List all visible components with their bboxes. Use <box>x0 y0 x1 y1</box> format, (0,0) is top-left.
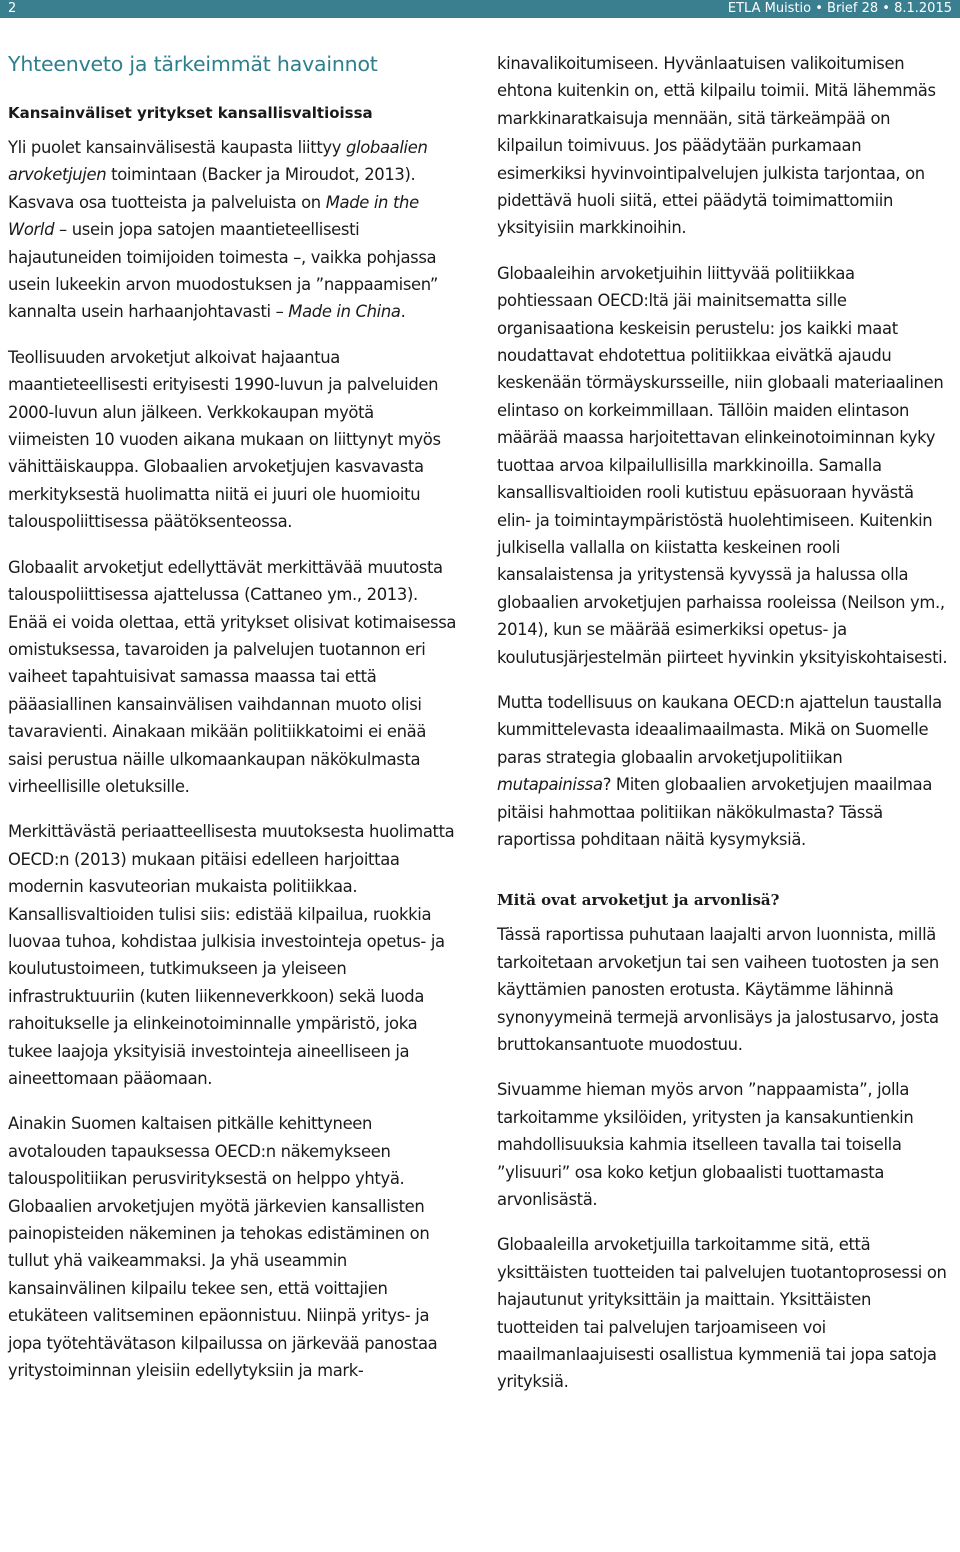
paragraph-11: Globaaleilla arvoketjuilla tarkoitamme sitä, että yksittäisten tuotteiden tai palvelujen tuotantoprosessi on hajautunut yrityksittäin ja maittain. Yksittäisten tuotteiden tai palvelujen tarjoamiseen voi maailmanlaajuisesti osallistua kymmeniä tai jopa satoja yrityksiä. <box>497 1235 947 1392</box>
left-column <box>8 50 460 1402</box>
paragraph-7: Globaaleihin arvoketjuihin liittyvää politiikkaa pohtiessaan OECD:ltä jäi mainitsematta sille organisaationa keskeisin perustelu: jos kaikki maat noudattavat ehdotettua politiikkaa eivätkä ajaudu keskenään törmäyskursseille, niin globaali materiaalinen elintaso on korkeimmillaan. Tällöin maiden elintason määrää maassa harjoitettavan elinkeinotoiminnan kyky tuottaa arvoa kilpailullisilla markkinoilla. Samalla kansallisvaltioiden rooli kutistuu epäsuoraan hyvästä elin- ja toimintaympäristöstä huolehtimiseen. Kuitenkin julkisella vallalla on kiistatta keskeinen rooli kansalaistensa ja yritystensä kyvyssä ja halussa olla globaalien arvoketjujen parhaissa rooleissa (Neilson ym., 2014), kun se määrää esimerkiksi opetus- ja koulutusjärjestelmän piirteet hyvinkin yksityiskohtaisesti. <box>497 263 948 667</box>
paragraph-5: Ainakin Suomen kaltaisen pitkälle kehittyneen avotalouden tapauksessa OECD:n näkemykseen talouspolitiikan perusvirityksestä on helppo yhtyä. Globaalien arvoketjujen myötä järkevien kansallisten painopisteiden näkeminen ja tehokas edistäminen on tullut yhä vaikeammaksi. Ja yhä useammin kansainvälinen kilpailu tekee sen, että voittajien etukäteen valitseminen epäonnistuu. Niinpä yritys- ja jopa työtehtävätason kilpailussa on järkevää panostaa yritystoiminnan yleisiin edellytyksiin ja mark- <box>8 1114 438 1381</box>
paragraph-2: Teollisuuden arvoketjut alkoivat hajaantua maantieteellisesti erityisesti 1990-luvun ja palveluiden 2000-luvun alun jälkeen. Verkkokaupan myötä viimeisten 10 vuoden aikana mukaan on liittynyt myös vähittäiskauppa. Globaalien arvoketjujen kasvavasta merkityksestä huolimatta niitä ei juuri ole huomioitu talouspoliittisessa päätöksenteossa. <box>8 347 441 532</box>
section-title: Yhteenveto ja tärkeimmät havainnot <box>8 52 378 76</box>
publication-info: ETLA Muistio • Brief 28 • 8.1.2015 <box>727 1 952 16</box>
paragraph-9: Tässä raportissa puhutaan laajalti arvon luonnista, millä tarkoitetaan arvoketjun tai sen vaiheen tuotosten ja sen käyttämien panosten erotusta. Käytämme lähinnä synonyymeinä termejä arvonlisäys ja jalostusarvo, josta bruttokansantuote muodostuu. <box>497 925 939 1054</box>
page-header <box>0 0 960 18</box>
paragraph-4: Merkittävästä periaatteellisesta muutoksesta huolimatta OECD:n (2013) mukaan pitäisi edelleen harjoittaa modernin kasvuteorian mukaista politiikkaa. Kansallisvaltioiden tulisi siis: edistää kilpailua, ruokkia luovaa tuhoa, kohdistaa julkisia investointeja opetus- ja koulutustoimeen, tutkimukseen ja yleiseen infrastruktuuriin (kuten liikenneverkkoon) sekä luoda rahoitukselle ja elinkeinotoiminnalle ympäristö, joka tukee laajoja yksityisiä investointeja aineelliseen ja aineettomaan pääomaan. <box>8 822 455 1088</box>
paragraph-1: Yli puolet kansainvälisestä kaupasta liittyy globaalien arvoketjujen toimintaan (Backer ja Miroudot, 2013). Kasvava osa tuotteista ja palveluista on Made in the World – usein jopa satojen maantieteellisesti hajautuneiden toimijoiden toimesta –, vaikka pohjassa usein lukeekin arvon muodostuksen ja ”nappaamisen” kannalta usein harhaanjohtavasti – Made in China. <box>8 138 439 322</box>
paragraph-8: Mutta todellisuus on kaukana OECD:n ajattelun taustalla kummittelevasta ideaalimaailmasta. Mikä on Suomelle paras strategia globaalin arvoketjupolitiikan mutapainissa? Miten globaalien arvoketjujen maailmaa pitäisi hahmottaa politiikan näkökulmasta? Tässä raportissa pohditaan näitä kysymyksiä. <box>497 692 942 849</box>
page-number: 2 <box>8 1 17 16</box>
paragraph-3: Globaalit arvoketjut edellyttävät merkittävää muutosta talouspoliittisessa ajattelussa (Cattaneo ym., 2013). Enää ei voida olettaa, että yritykset olisivat kotimaisessa omistuksessa, tavaroiden ja palvelujen tuotannon eri vaiheet tapahtuisivat samassa maassa tai että pääasiallinen kansainvälisen vaihdannan muoto olisi tavaravienti. Ainakaan mikään politiikkatoimi ei enää saisi perustua näille ulkomaankaupan näkökulmasta virheellisille oletuksille. <box>8 557 457 796</box>
paragraph-10: Sivuamme hieman myös arvon ”nappaamista”, jolla tarkoitamme yksilöiden, yritysten ja kansakuntienkin mahdollisuuksia kahmia itselleen tavalla tai toisella ”ylisuuri” osa koko ketjun globaalisti tuottamasta arvonlisästä. <box>497 1080 914 1210</box>
right-column <box>497 50 952 1414</box>
subsection-title: Kansainväliset yritykset kansallisvaltioissa <box>8 104 373 122</box>
question-heading: Mitä ovat arvoketjut ja arvonlisä? <box>497 891 780 910</box>
paragraph-6: kinavalikoitumiseen. Hyvänlaatuisen valikoitumisen ehtona kuitenkin on, että kilpailu toimii. Mitä lähemmäs markkinaratkaisuja mennään, sitä tärkeämpää on kilpailun toimivuus. Jos päädytään purkamaan esimerkiksi hyvinvointipalvelujen julkista tarjontaa, on pidettävä huoli siitä, ettei päädytä toimimattomiin yksityisiin markkinoihin. <box>497 54 936 238</box>
